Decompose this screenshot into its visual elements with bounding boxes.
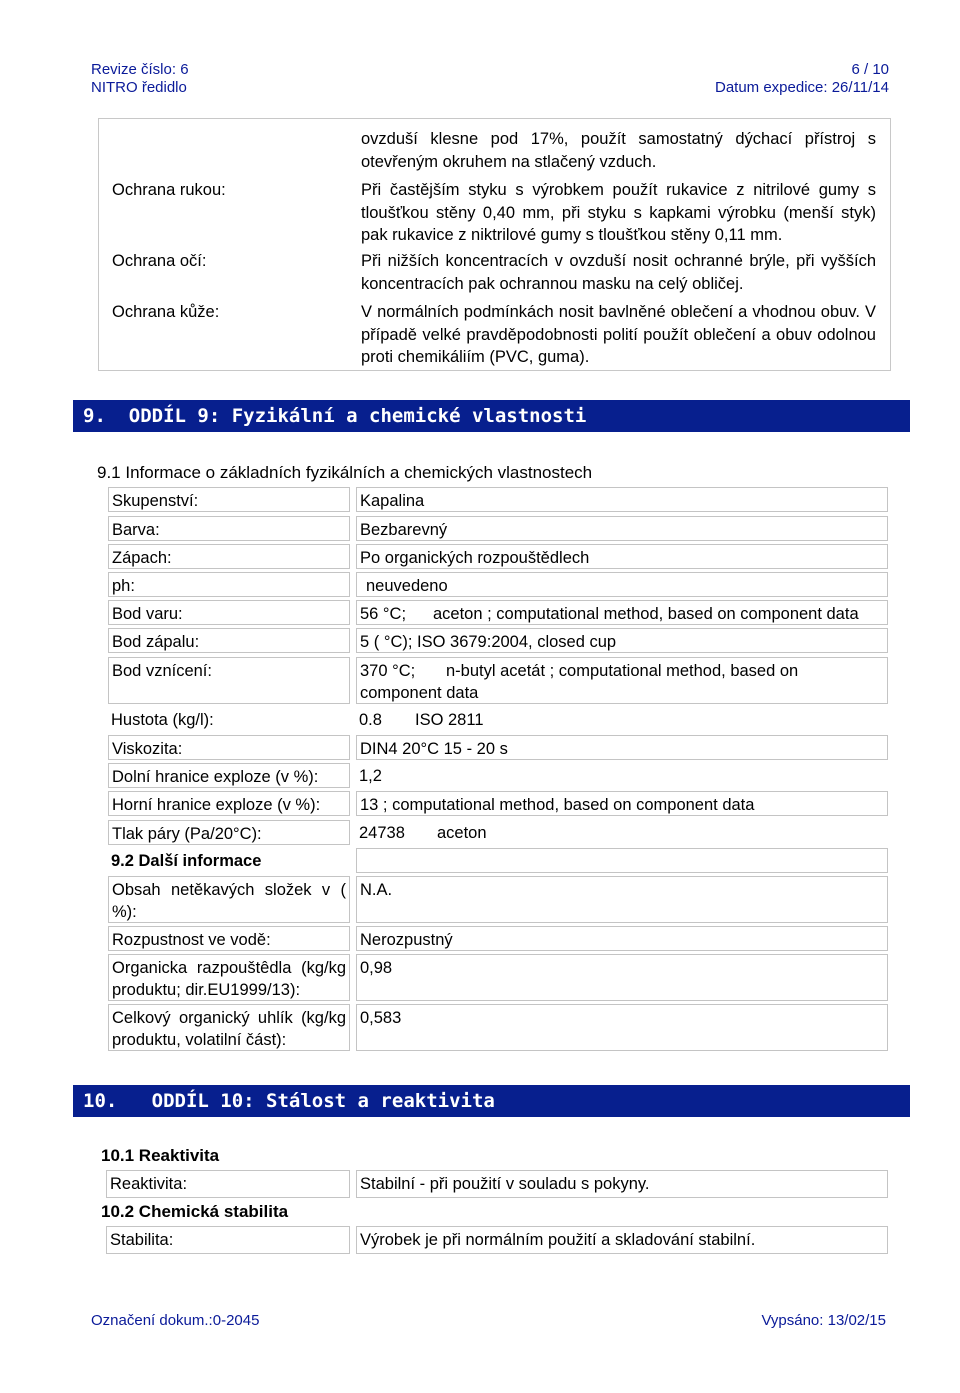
- prop-value-part: aceton: [437, 824, 487, 842]
- prop-label: Skupenství:: [108, 487, 350, 512]
- prop-value: ISO 2811: [415, 711, 484, 729]
- prop-value: Bezbarevný: [356, 516, 888, 541]
- subsection-9-1: [97, 462, 592, 484]
- prop-value: Po organických rozpouštědlech: [356, 544, 888, 569]
- issue-date: Datum expedice: 26/11/14: [714, 79, 889, 96]
- hands-label: Ochrana rukou:: [112, 181, 226, 199]
- prop-label: Viskozita:: [108, 735, 350, 760]
- prop-label: Obsah netěkavých složek v ( %):: [108, 876, 350, 923]
- respiratory-text: ovzduší klesne pod 17%, použít samostatný dýchací přístroj s otevřeným okruhem na stlačený vzduch.: [361, 130, 876, 171]
- section-9-number: 9.: [83, 405, 106, 427]
- revision-number: Revize číslo: 6: [91, 61, 189, 78]
- prop-value: N.A.: [356, 876, 888, 923]
- section-10-header: [73, 1085, 910, 1117]
- empty-cell: [356, 848, 888, 873]
- prop-value: neuvedeno: [356, 572, 888, 597]
- prop-value: [356, 600, 888, 625]
- subsection-10-2-title: 10.2 Chemická stabilita: [101, 1202, 289, 1221]
- product-name: NITRO ředidlo: [91, 79, 187, 96]
- prop-label: Organicka razpouštêdla (kg/kg produktu; dir.EU1999/13):: [108, 954, 350, 1001]
- section-9-header: [73, 400, 910, 432]
- subsection-9-2-title: 9.2 Další informace: [111, 852, 262, 870]
- prop-label: Dolní hranice exploze (v %):: [108, 763, 350, 788]
- written-date: Vypsáno: 13/02/15: [761, 1312, 886, 1329]
- stability-value: Výrobek je při normálním použití a skladování stabilní.: [356, 1226, 888, 1254]
- prop-label: Bod zápalu:: [108, 628, 350, 653]
- prop-value-part: 24738: [359, 824, 405, 842]
- density-row: [108, 707, 888, 732]
- section-10-number: 10.: [83, 1090, 118, 1112]
- prop-value: 13 ; computational method, based on component data: [356, 791, 888, 816]
- prop-value-part: aceton ; computational method, based on component data: [433, 605, 859, 623]
- skin-text: V normálních podmínkách nosit bavlněné oblečení a vhodnou obuv. V případě velké pravděpodobnosti polití použít oblečení a obuv odolnou proti chemikáliím (PVC, guma).: [361, 303, 876, 366]
- prop-label: Horní hranice exploze (v %):: [108, 791, 350, 816]
- prop-value: [356, 820, 888, 845]
- prop-label: ph:: [108, 572, 350, 597]
- prop-value: Nerozpustný: [356, 926, 888, 951]
- prop-label: Hustota (kg/l):: [111, 711, 214, 729]
- prop-value-part: 370 °C;: [360, 662, 416, 680]
- prop-value: 5 ( °C); ISO 3679:2004, closed cup: [356, 628, 888, 653]
- prop-label: Bod vznícení:: [108, 657, 350, 704]
- subsection-9-1-title: 9.1 Informace o základních fyzikálních a chemických vlastnostech: [97, 463, 593, 482]
- prop-value: DIN4 20°C 15 - 20 s: [356, 735, 888, 760]
- prop-value: Kapalina: [356, 487, 888, 512]
- reactivity-label: Reaktivita:: [106, 1170, 350, 1198]
- prop-label: Zápach:: [108, 544, 350, 569]
- prop-value: 0,583: [356, 1004, 888, 1051]
- document-id: Označení dokum.:0-2045: [91, 1312, 260, 1329]
- prop-value: 0,98: [356, 954, 888, 1001]
- page-number: 6 / 10: [851, 61, 889, 78]
- eyes-text: Při nižších koncentracích v ovzduší nosit ochranné brýle, při vyšších koncentracích pak ochrannou masku na celý obličej.: [361, 252, 876, 293]
- reactivity-value: Stabilní - při použití v souladu s pokyny.: [356, 1170, 888, 1198]
- prop-label: Celkový organický uhlík (kg/kg produktu, volatilní část):: [108, 1004, 350, 1051]
- section-10-title: ODDÍL 10: Stálost a reaktivita: [151, 1090, 495, 1112]
- stability-label: Stabilita:: [106, 1226, 350, 1254]
- prop-label: Tlak páry (Pa/20°C):: [108, 820, 350, 845]
- prop-label: Bod varu:: [108, 600, 350, 625]
- hands-text: Při častějším styku s výrobkem použít rukavice z nitrilové gumy s tloušťkou stěny 0,40 mm, při styku s kapkami výrobku (menší styk) pak rukavice z niktrilové gumy s tloušťkou stěny 0,11 mm.: [361, 181, 876, 244]
- section-9-title: ODDÍL 9: Fyzikální a chemické vlastnosti: [128, 405, 587, 427]
- prop-value: 1,2: [359, 767, 382, 785]
- subsection-10-1-title: 10.1 Reaktivita: [101, 1146, 220, 1165]
- prop-value-part: n-butyl acetát ; computational method, based on component data: [360, 662, 799, 702]
- prop-value: 0.8: [359, 711, 382, 729]
- prop-label: Rozpustnost ve vodě:: [108, 926, 350, 951]
- skin-label: Ochrana kůže:: [112, 303, 220, 321]
- eyes-label: Ochrana očí:: [112, 252, 207, 270]
- prop-value-part: 56 °C;: [360, 605, 407, 623]
- prop-value: [356, 657, 888, 704]
- prop-label: Barva:: [108, 516, 350, 541]
